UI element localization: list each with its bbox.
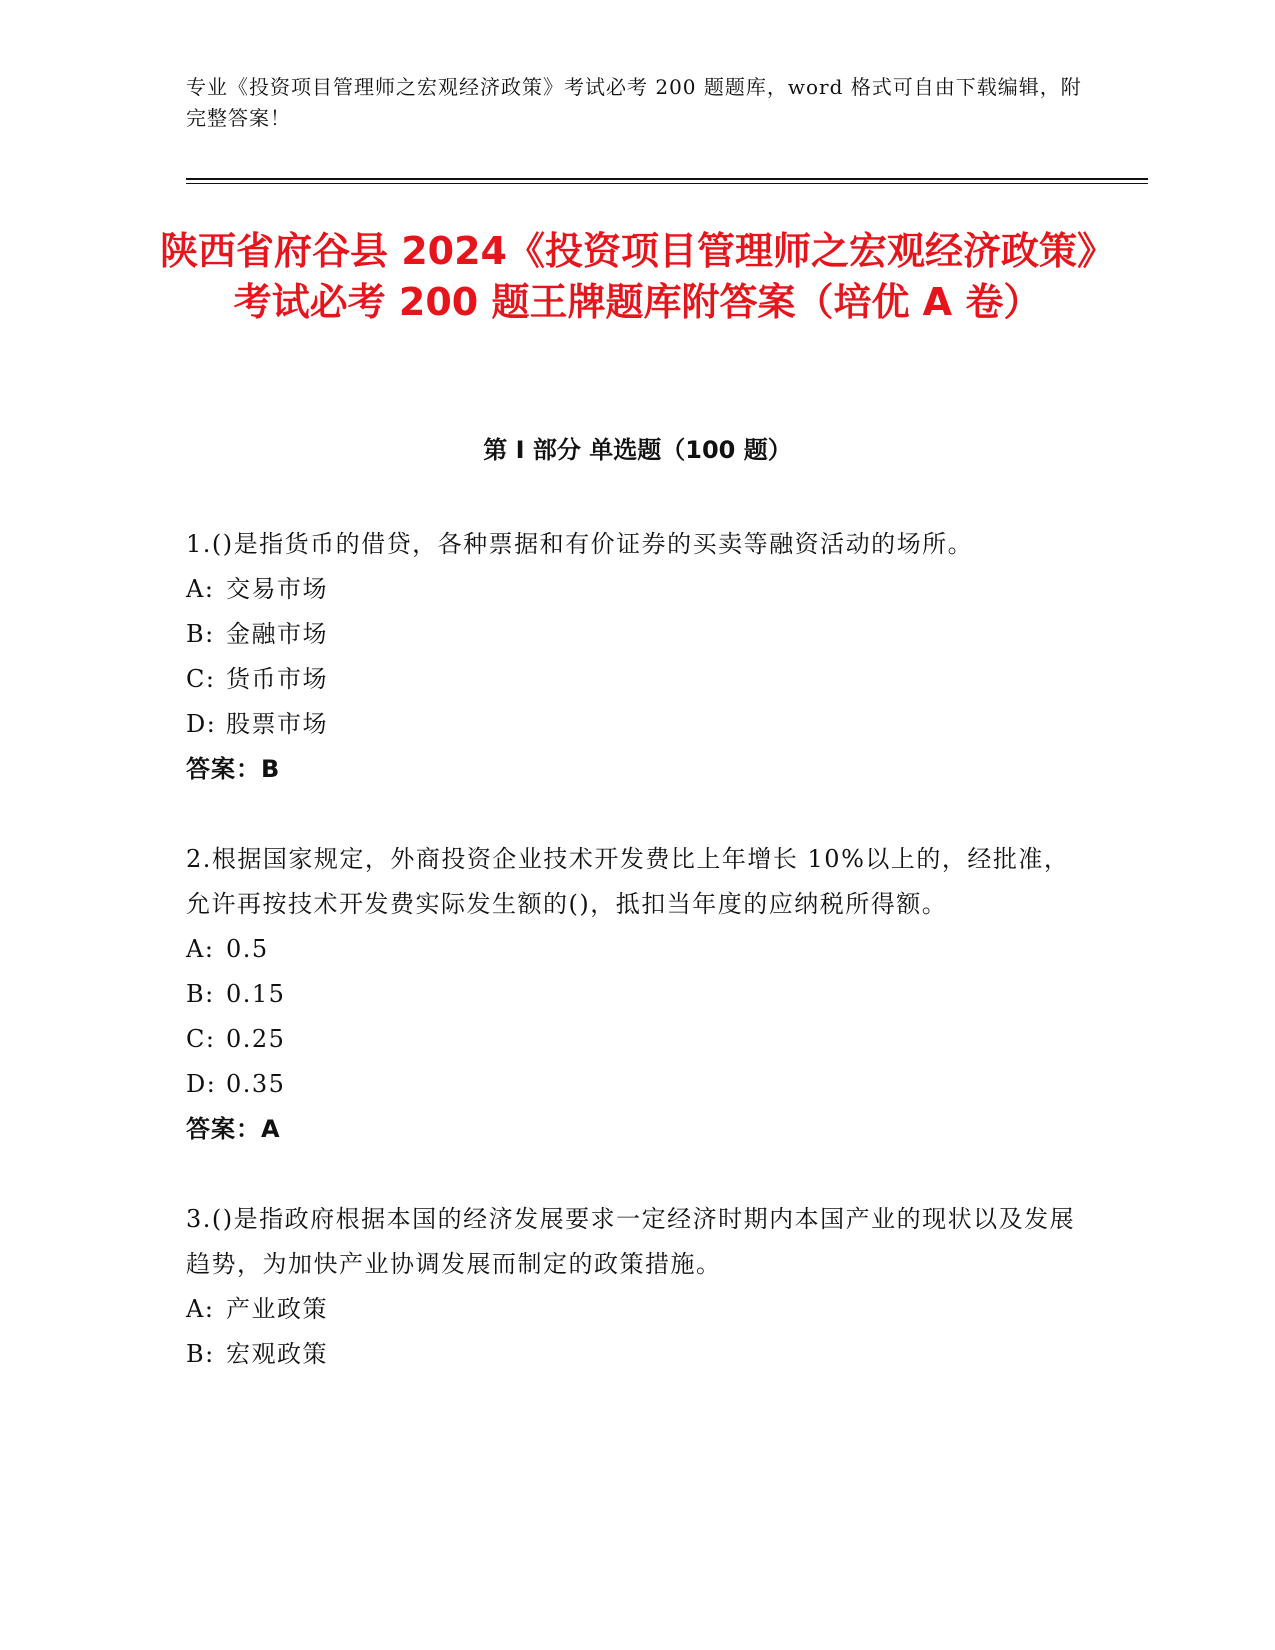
option-a <box>186 567 1076 612</box>
question-list <box>186 522 1076 1423</box>
option-text: 金融市场 <box>226 620 328 648</box>
option-text: 0.25 <box>226 1025 286 1053</box>
option-b <box>186 972 1076 1017</box>
option-c <box>186 657 1076 702</box>
question-stem: 2.根据国家规定，外商投资企业技术开发费比上年增长 10%以上的，经批准，允许再按技术开发费实际发生额的()，抵扣当年度的应纳税所得额。 <box>186 845 1070 918</box>
header-note: 专业《投资项目管理师之宏观经济政策》考试必考 200 题题库，word 格式可自由下载编辑，附完整答案！ <box>186 75 1082 130</box>
option-letter: D: <box>186 1070 217 1098</box>
option-a <box>186 927 1076 972</box>
option-b <box>186 1332 1076 1377</box>
option-text: 0.5 <box>226 935 269 963</box>
option-letter: B: <box>186 620 215 648</box>
header-divider-thin <box>186 183 1148 184</box>
question-2 <box>186 837 1076 1151</box>
header-divider-thick <box>186 178 1148 180</box>
option-letter: A: <box>186 935 215 963</box>
question-1 <box>186 522 1076 791</box>
question-stem: 1.()是指货币的借贷，各种票据和有价证券的买卖等融资活动的场所。 <box>186 530 974 558</box>
option-text: 宏观政策 <box>226 1340 328 1368</box>
option-d <box>186 1062 1076 1107</box>
answer-line: 答案：A <box>186 1115 281 1143</box>
option-text: 股票市场 <box>226 710 328 738</box>
document-title: 陕西省府谷县 2024《投资项目管理师之宏观经济政策》考试必考 200 题王牌题库附答案（培优 A 卷） <box>160 229 1115 324</box>
option-text: 交易市场 <box>226 575 328 603</box>
question-3 <box>186 1197 1076 1377</box>
option-c <box>186 1017 1076 1062</box>
option-letter: A: <box>186 1295 215 1323</box>
question-stem: 3.()是指政府根据本国的经济发展要求一定经济时期内本国产业的现状以及发展趋势，为加快产业协调发展而制定的政策措施。 <box>186 1205 1076 1278</box>
option-text: 货币市场 <box>226 665 328 693</box>
option-text: 产业政策 <box>226 1295 328 1323</box>
option-a <box>186 1287 1076 1332</box>
option-b <box>186 612 1076 657</box>
section-title: 第 I 部分 单选题（100 题） <box>483 436 792 464</box>
option-letter: C: <box>186 1025 216 1053</box>
option-letter: B: <box>186 980 215 1008</box>
option-letter: C: <box>186 665 216 693</box>
option-letter: A: <box>186 575 215 603</box>
option-letter: B: <box>186 1340 215 1368</box>
option-d <box>186 702 1076 747</box>
option-text: 0.15 <box>226 980 286 1008</box>
option-text: 0.35 <box>226 1070 286 1098</box>
option-letter: D: <box>186 710 217 738</box>
answer-line: 答案：B <box>186 755 281 783</box>
